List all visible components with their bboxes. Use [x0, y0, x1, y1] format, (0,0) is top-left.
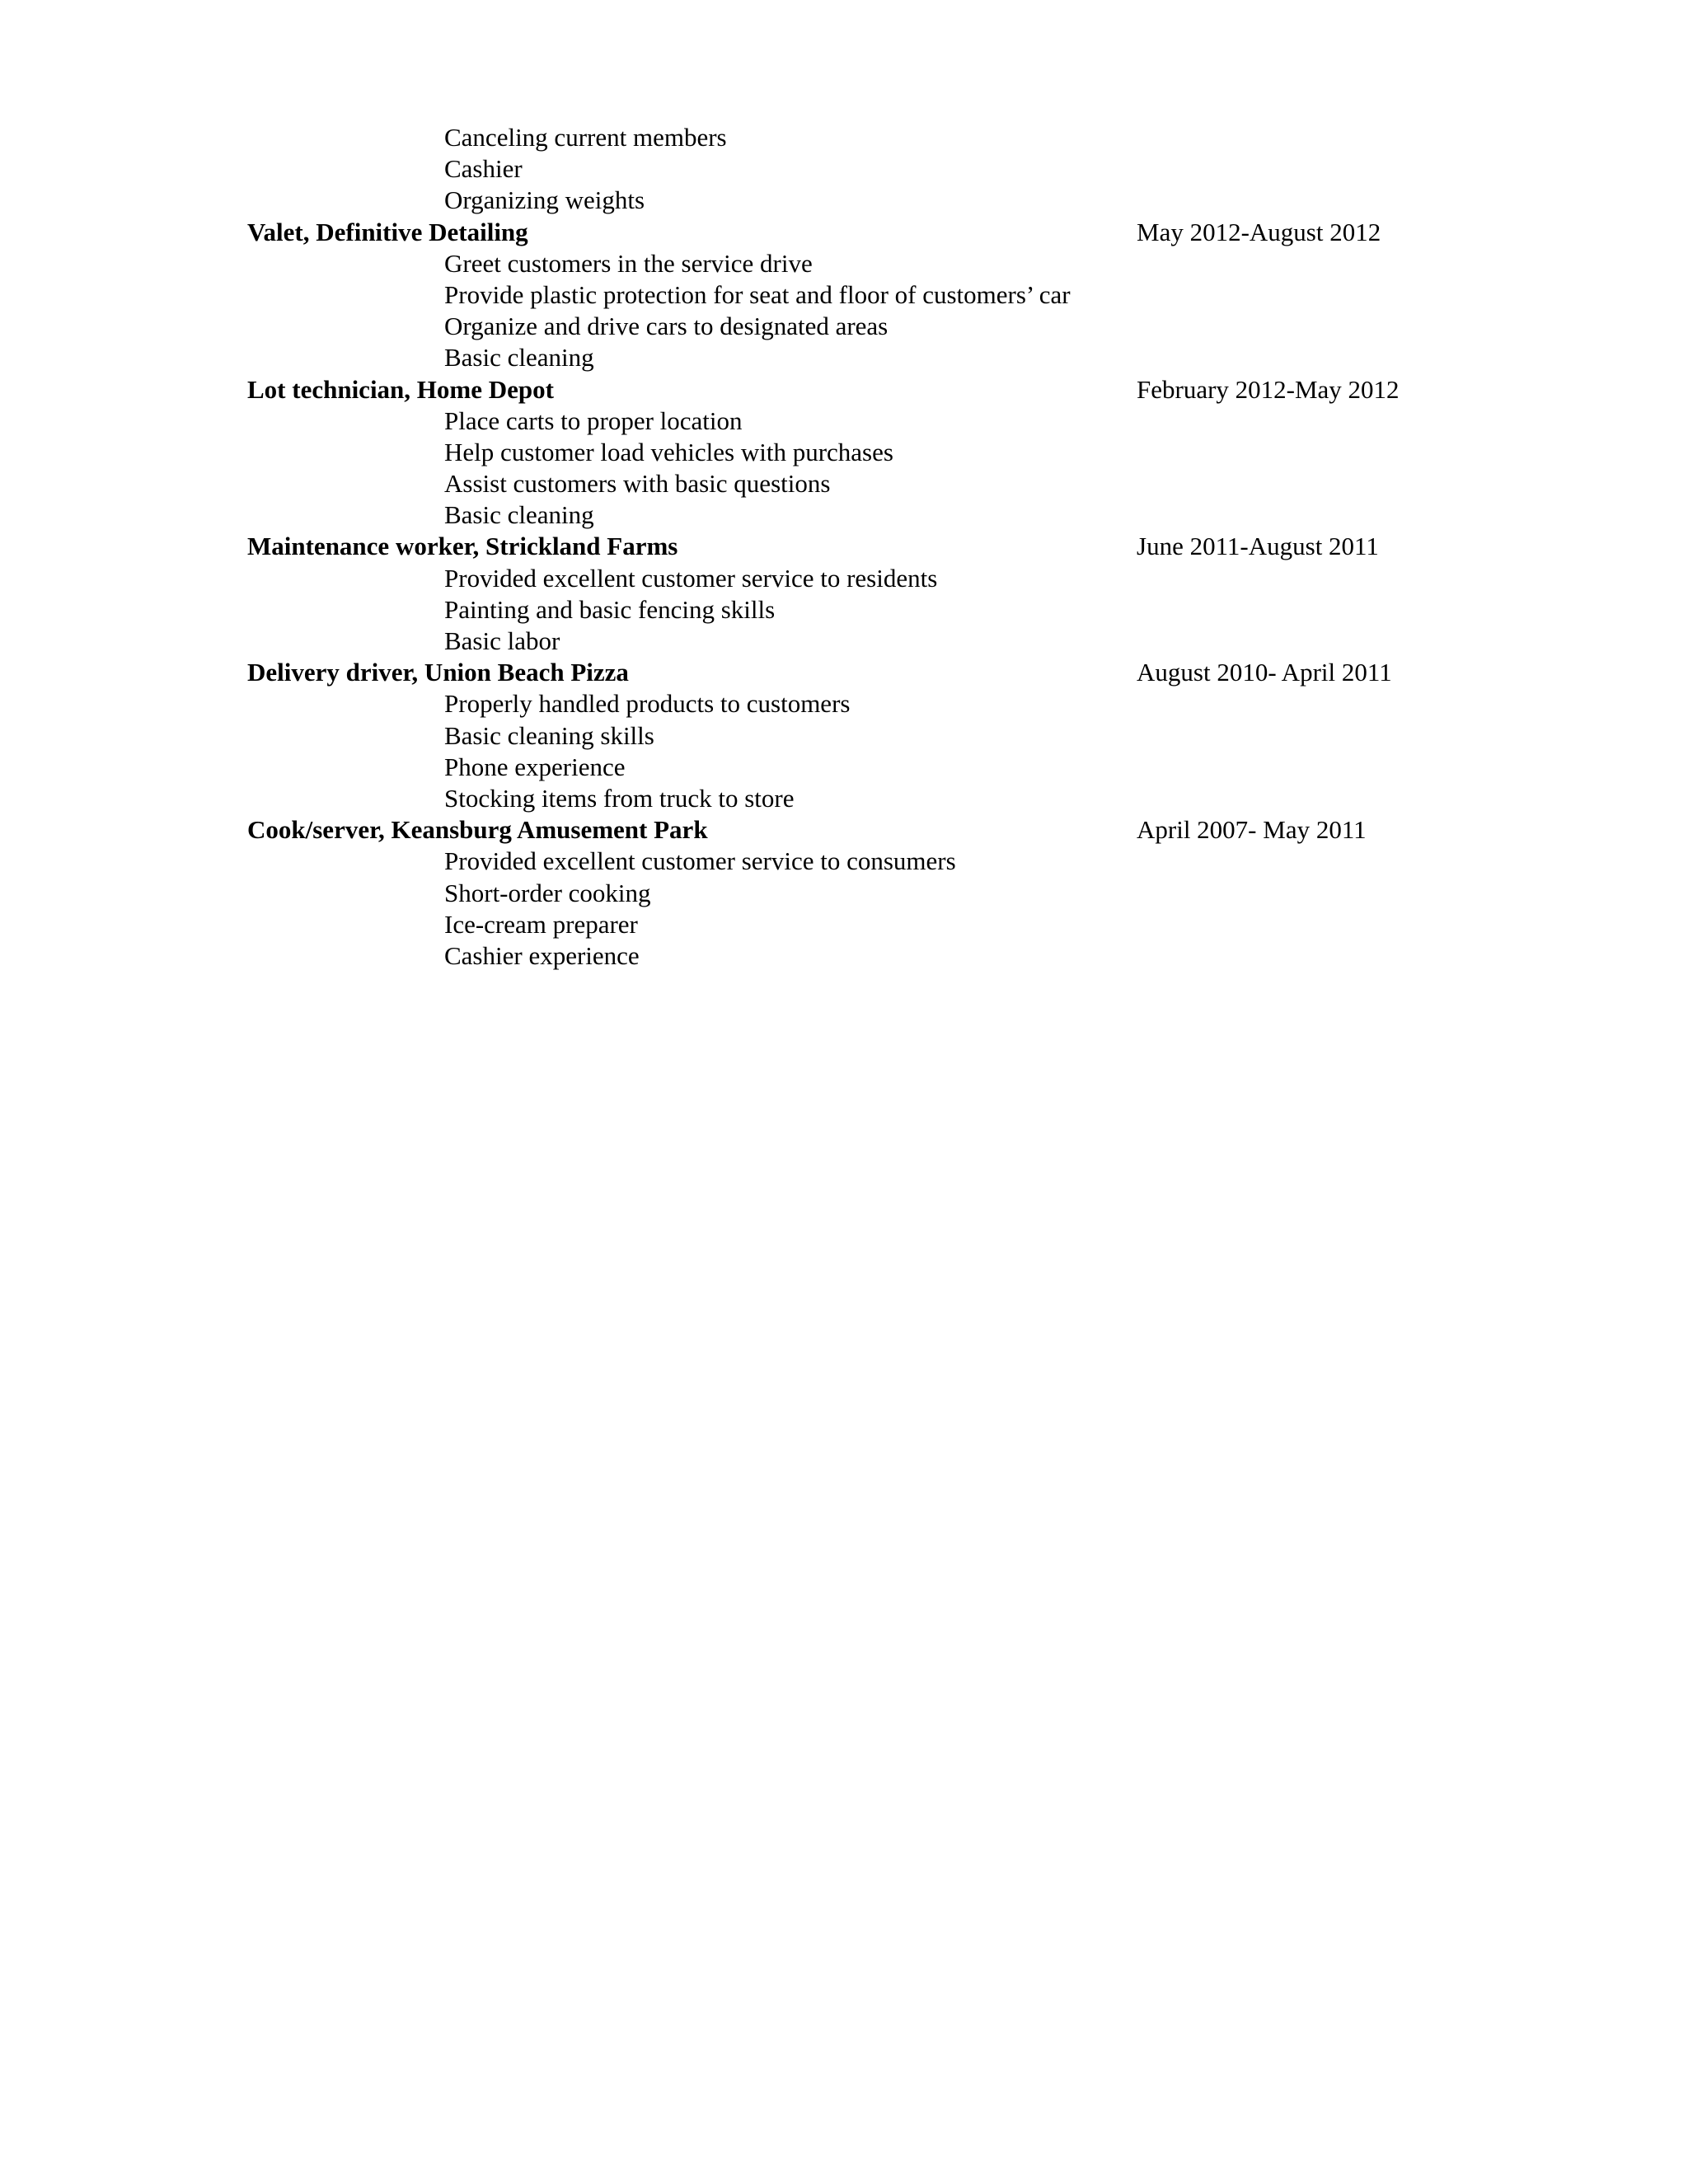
duty-item: Properly handled products to customers: [444, 689, 851, 719]
job-header-lot-technician: [247, 374, 1442, 405]
duty-item: Help customer load vehicles with purchases: [444, 437, 893, 466]
duty-item: Place carts to proper location: [444, 405, 743, 435]
duty-item: Basic cleaning: [444, 500, 594, 530]
duty-item: Phone experience: [444, 752, 626, 781]
job-dates: June 2011-August 2011: [1137, 532, 1379, 561]
duty-item: Canceling current members: [444, 123, 727, 152]
duty-item: Cashier experience: [444, 940, 640, 970]
duty-item: Greet customers in the service drive: [444, 248, 813, 278]
job-header-maintenance-worker: [247, 531, 1442, 562]
duty-item: Painting and basic fencing skills: [444, 594, 776, 624]
job-title: Cook/server, Keansburg Amusement Park: [247, 815, 708, 845]
duty-item: Short-order cooking: [444, 878, 651, 907]
job-header-valet: [247, 217, 1442, 248]
work-experience-section: [247, 122, 1442, 972]
job-dates: August 2010- April 2011: [1137, 658, 1392, 687]
duty-item: Provide plastic protection for seat and floor of customers’ car: [444, 279, 1071, 309]
duty-item: Stocking items from truck to store: [444, 783, 795, 813]
duty-item: Ice-cream preparer: [444, 909, 638, 939]
job-title: Valet, Definitive Detailing: [247, 217, 528, 246]
duty-item: Provided excellent customer service to residents: [444, 563, 938, 593]
job-header-delivery-driver: [247, 657, 1442, 688]
duty-item: Basic cleaning skills: [444, 720, 654, 750]
job-dates: February 2012-May 2012: [1137, 374, 1400, 404]
duty-item: Basic labor: [444, 626, 560, 655]
duty-item: Provided excellent customer service to consumers: [444, 846, 956, 876]
job-title: Lot technician, Home Depot: [247, 374, 554, 404]
duty-item: Basic cleaning: [444, 343, 594, 373]
duty-item: Cashier: [444, 154, 523, 184]
job-title: Maintenance worker, Strickland Farms: [247, 532, 678, 561]
job-header-cook-server: [247, 814, 1442, 846]
duty-item: Organize and drive cars to designated areas: [444, 312, 889, 341]
duty-item: Organizing weights: [444, 185, 645, 215]
job-title: Delivery driver, Union Beach Pizza: [247, 658, 629, 687]
duty-item: Assist customers with basic questions: [444, 469, 831, 499]
job-dates: May 2012-August 2012: [1137, 217, 1381, 246]
job-dates: April 2007- May 2011: [1137, 815, 1367, 845]
